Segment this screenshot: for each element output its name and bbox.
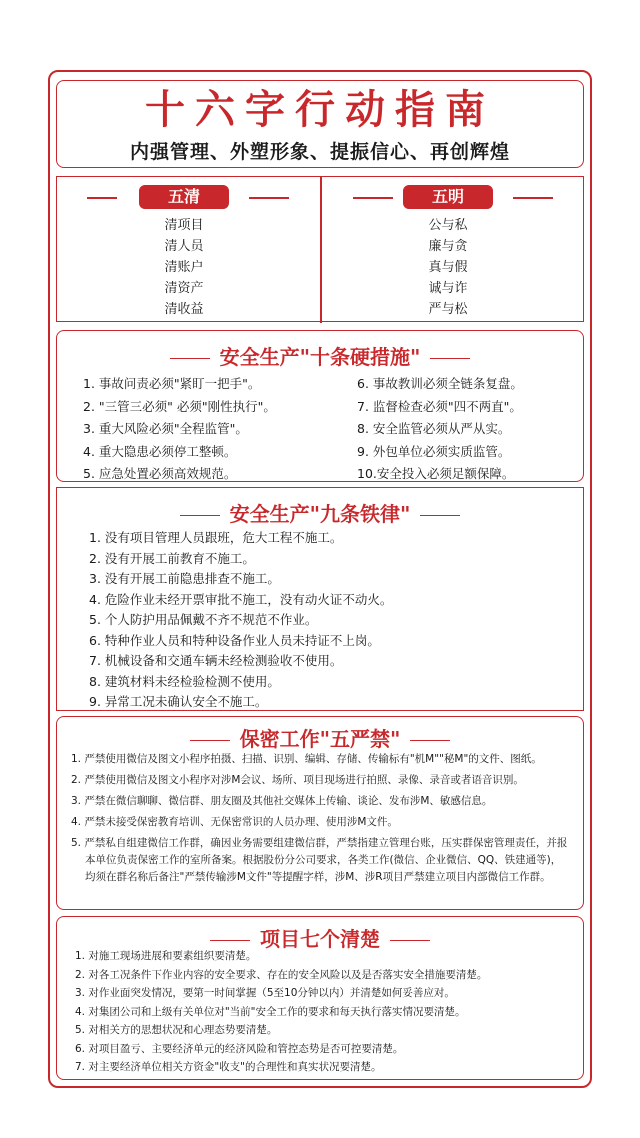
list-item: 10.安全投入必须足额保障。 xyxy=(357,466,515,481)
list-item: 4. 危险作业未经开票审批不施工，没有动火证不动火。 xyxy=(89,591,393,607)
list-item: 4. 对集团公司和上级有关单位对"当前"安全工作的要求和每天执行落实情况要清楚。 xyxy=(75,1005,466,1018)
list-item: 7. 监督检查必须"四不两直"。 xyxy=(357,398,522,414)
list-item: 1. 严禁使用微信及图文小程序拍摄、扫描、识别、编辑、存储、传输标有"机M""秘M"的文件、图纸。 xyxy=(71,753,542,765)
list-item: 2. "三管三必须" 必须"刚性执行"。 xyxy=(83,398,276,414)
five-bright-list xyxy=(401,215,495,320)
list-item: 6. 对项目盈亏、主要经济单元的经济风险和管控态势是否可控要清楚。 xyxy=(75,1042,404,1055)
ten-measures-heading xyxy=(57,341,583,370)
five-bright-item: 公与私 xyxy=(428,218,468,233)
list-item: 5. 严禁私自组建微信工作群，确因业务需要组建微信群，严禁指建立管理台账，压实群保密管理责任，并报本单位负责保密工作的室所备案。根据股份分公司要求，各类工作(微信、企业微信、QQ、铁建通等)，均须在群名称后备注"严禁传输涉M文件"等提醒字样，涉M、涉R项目严禁建立项目内部微信工作群。 xyxy=(71,837,568,883)
five-clear-item: 清账户 xyxy=(164,260,204,275)
list-item: 7. 机械设备和交通车辆未经检测验收不使用。 xyxy=(89,653,343,668)
five-bright-badge: 五明 xyxy=(403,185,493,209)
list-item: 8. 建筑材料未经检验检测不使用。 xyxy=(89,673,280,689)
five-clear-item: 清项目 xyxy=(164,218,204,233)
list-item: 2. 对各工况条件下作业内容的安全要求、存在的安全风险以及是否落实安全措施要清楚。 xyxy=(75,968,488,981)
five-bright-item: 严与松 xyxy=(428,302,468,317)
list-item: 2. 没有开展工前教育不施工。 xyxy=(89,550,255,566)
seven-clear-title: 项目七个清楚 xyxy=(260,927,380,951)
secrecy-box xyxy=(56,716,584,910)
five-clear-list xyxy=(137,215,231,320)
nine-rules-title: 安全生产"九条铁律" xyxy=(229,502,411,526)
list-item: 4. 严禁未接受保密教育培训、无保密常识的人员办理、使用涉M文件。 xyxy=(71,816,398,828)
list-item: 7. 对主要经济单位相关方资金"收支"的合理性和真实状况要清楚。 xyxy=(75,1061,382,1073)
list-item: 6. 事故教训必须全链条复盘。 xyxy=(357,376,523,391)
seven-clear-list xyxy=(75,947,569,1077)
secrecy-title: 保密工作"五严禁" xyxy=(239,727,401,751)
list-item: 6. 特种作业人员和特种设备作业人员未持证不上岗。 xyxy=(89,632,380,648)
five-box xyxy=(56,176,584,322)
list-item: 3. 重大风险必须"全程监管"。 xyxy=(83,421,248,436)
list-item: 1. 事故问责必须"紧盯一把手"。 xyxy=(83,376,261,391)
nine-rules-list xyxy=(89,528,392,713)
ten-measures-title: 安全生产"十条硬措施" xyxy=(219,345,421,369)
list-item: 5. 个人防护用品佩戴不齐不规范不作业。 xyxy=(89,612,318,627)
five-bright-item: 诚与诈 xyxy=(428,281,468,296)
seven-clear-box xyxy=(56,916,584,1080)
header-box xyxy=(56,80,584,168)
five-clear-badge: 五清 xyxy=(139,185,229,209)
secrecy-list xyxy=(71,751,569,890)
page-title: 十六字行动指南 xyxy=(145,86,495,133)
list-item: 2. 严禁使用微信及图文小程序对涉M会议、场所、项目现场进行拍照、录像、录音或者语音识别。 xyxy=(71,774,524,786)
list-item: 3. 没有开展工前隐患排查不施工。 xyxy=(89,571,280,586)
list-item: 1. 对施工现场进展和要素组织要清楚。 xyxy=(75,950,257,962)
list-item: 8. 安全监管必须从严从实。 xyxy=(357,421,511,436)
list-item: 5. 应急处置必须高效规范。 xyxy=(83,466,237,481)
list-item: 5. 对相关方的思想状况和心理态势要清楚。 xyxy=(75,1024,278,1036)
five-clear-item: 清资产 xyxy=(164,281,204,296)
list-item: 3. 严禁在微信聊聊、微信群、朋友圈及其他社交媒体上传输、谈论、发布涉M、敏感信息。 xyxy=(71,795,493,807)
secrecy-heading xyxy=(57,723,583,752)
list-item: 9. 异常工况未确认安全不施工。 xyxy=(89,694,268,709)
list-item: 3. 对作业面突发情况，要第一时间掌握（5至10分钟以内）并清楚如何妥善应对。 xyxy=(75,987,455,999)
five-bright-item: 廉与贪 xyxy=(428,239,468,254)
nine-rules-heading xyxy=(57,498,583,527)
five-clear-item: 清人员 xyxy=(164,239,204,254)
column-divider xyxy=(320,177,322,323)
five-clear-item: 清收益 xyxy=(164,302,204,317)
list-item: 4. 重大隐患必须停工整顿。 xyxy=(83,443,237,459)
five-bright-item: 真与假 xyxy=(428,260,468,275)
list-item: 1. 没有项目管理人员跟班，危大工程不施工。 xyxy=(89,530,343,545)
ten-measures-right xyxy=(357,373,523,486)
page-subtitle: 内强管理、外塑形象、提振信心、再创辉煌 xyxy=(129,141,510,163)
ten-measures-box xyxy=(56,330,584,482)
nine-rules-box xyxy=(56,487,584,711)
list-item: 9. 外包单位必须实质监管。 xyxy=(357,443,511,459)
ten-measures-left xyxy=(83,373,276,486)
